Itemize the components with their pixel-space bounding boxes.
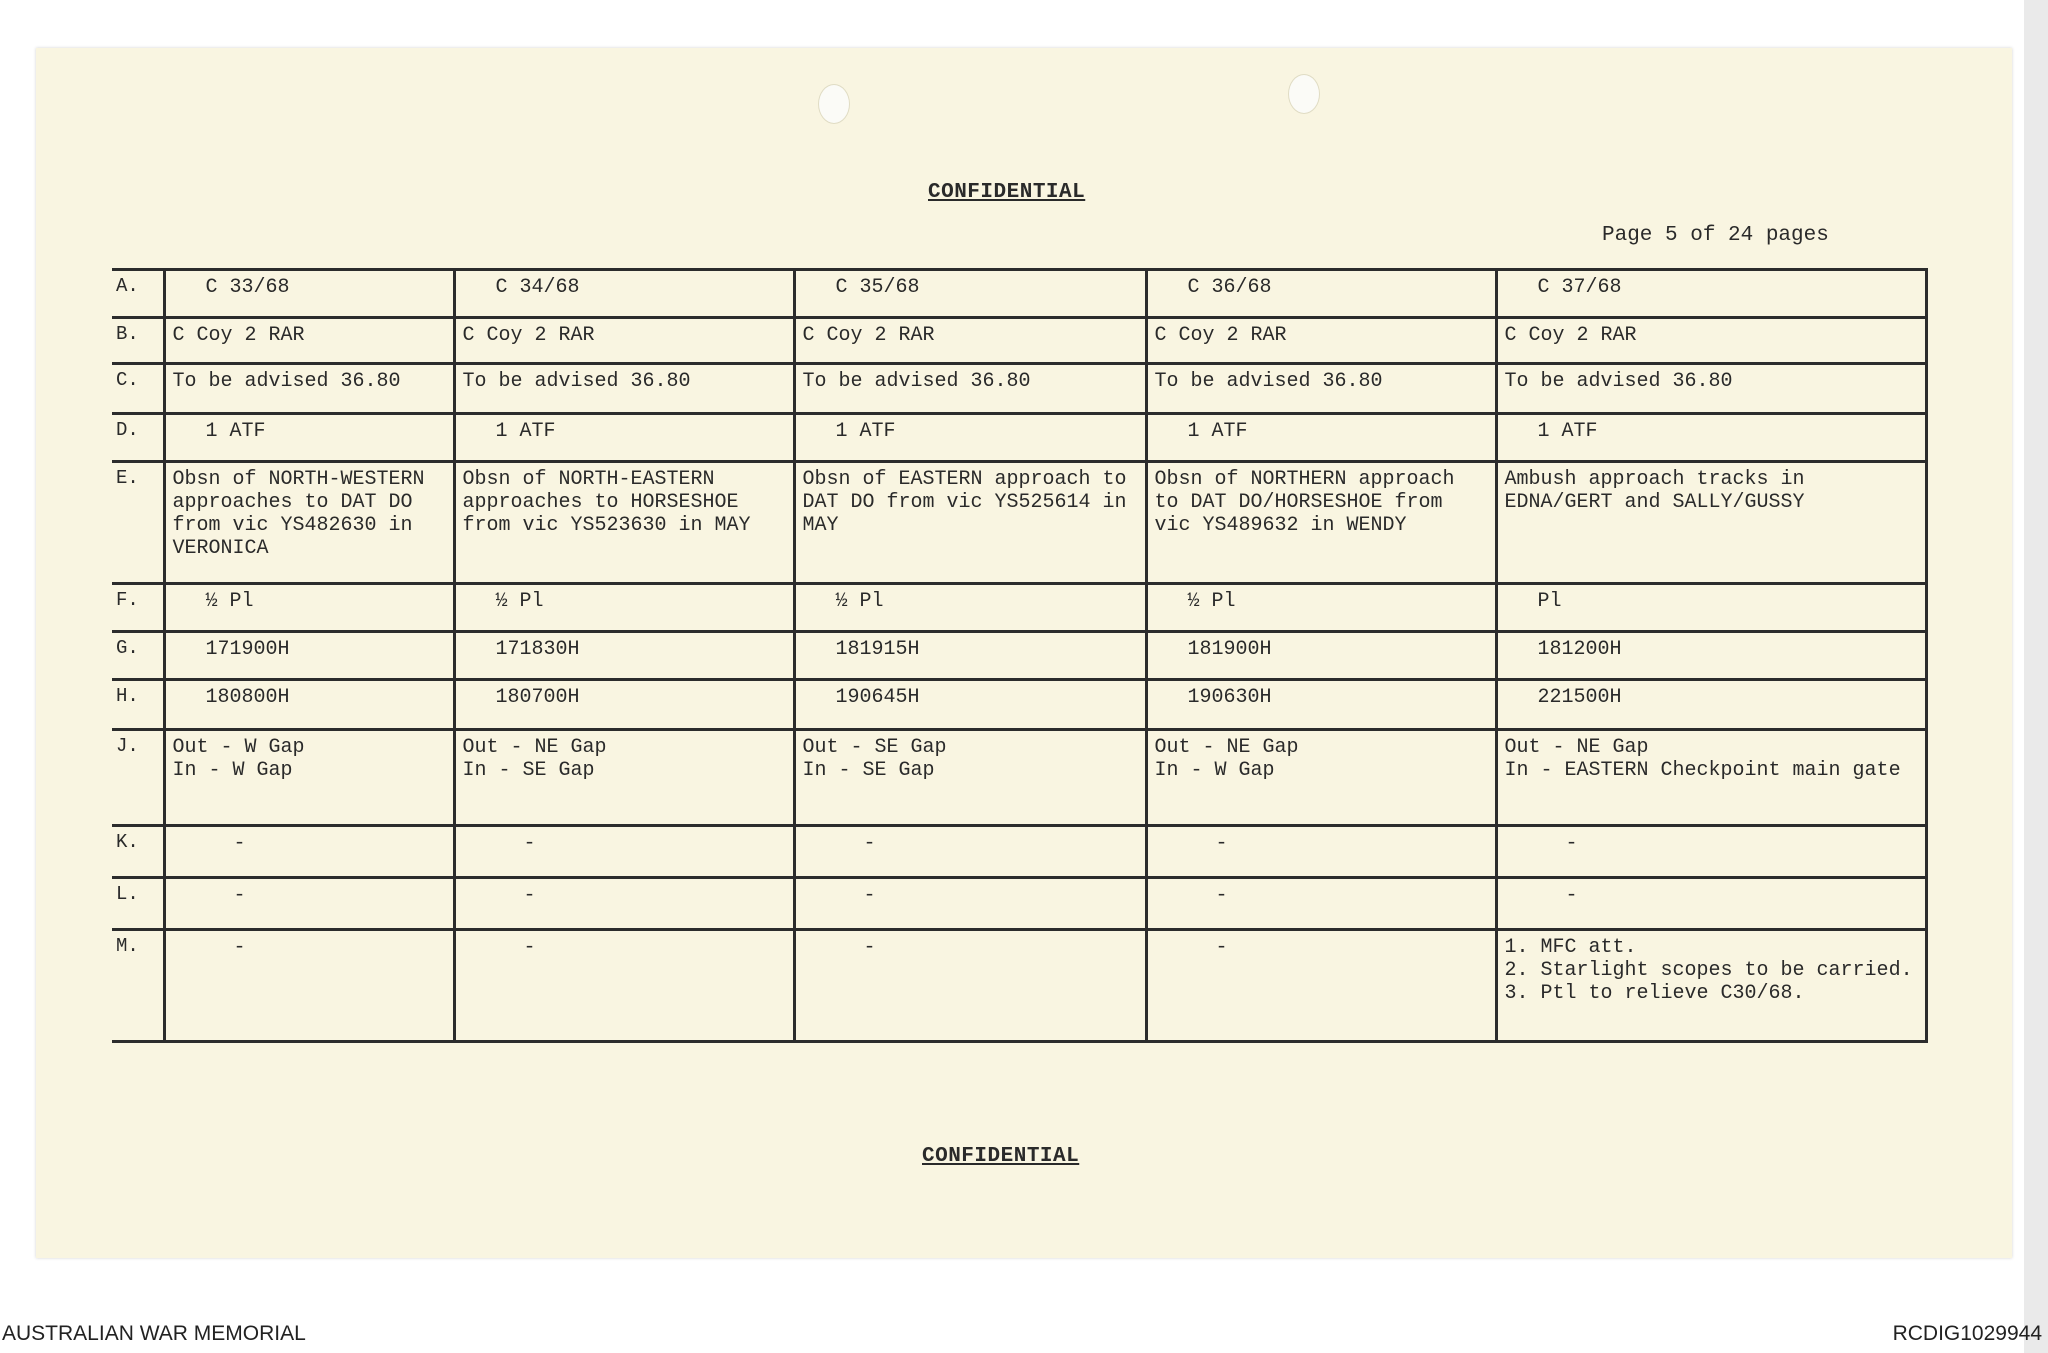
table-cell: 171900H xyxy=(164,632,454,680)
row-label: K. xyxy=(112,826,164,878)
table-cell: To be advised 36.80 xyxy=(1496,364,1926,414)
row-label: L. xyxy=(112,878,164,930)
table-cell: 1 ATF xyxy=(454,414,794,462)
table-cell: 181915H xyxy=(794,632,1146,680)
table-row xyxy=(112,584,1926,632)
row-label: H. xyxy=(112,680,164,730)
table-cell: - xyxy=(1146,878,1496,930)
table-row xyxy=(112,462,1926,584)
archive-identifier: RCDIG1029944 xyxy=(1892,1322,2042,1345)
table-cell: ½ Pl xyxy=(454,584,794,632)
document-page xyxy=(36,48,2012,1258)
table-cell: - xyxy=(1146,826,1496,878)
table-cell: 1 ATF xyxy=(794,414,1146,462)
table-cell: Out - NE Gap In - SE Gap xyxy=(454,730,794,826)
table-cell: ½ Pl xyxy=(794,584,1146,632)
table-cell: 1 ATF xyxy=(1496,414,1926,462)
table-cell: 171830H xyxy=(454,632,794,680)
classification-footer: CONFIDENTIAL xyxy=(922,1145,1080,1168)
table-cell: Obsn of NORTH-WESTERN approaches to DAT DO from vic YS482630 in VERONICA xyxy=(164,462,454,584)
table-cell: - xyxy=(1496,826,1926,878)
row-label: B. xyxy=(112,318,164,364)
table-cell: - xyxy=(454,826,794,878)
scan-edge xyxy=(2024,0,2048,1353)
table-row xyxy=(112,318,1926,364)
table-cell: - xyxy=(794,826,1146,878)
punch-hole xyxy=(818,84,850,124)
table-cell: - xyxy=(164,930,454,1042)
table-row xyxy=(112,878,1926,930)
table-cell: C Coy 2 RAR xyxy=(1496,318,1926,364)
table-cell: 181200H xyxy=(1496,632,1926,680)
table-cell: - xyxy=(794,930,1146,1042)
table-cell: Out - NE Gap In - W Gap xyxy=(1146,730,1496,826)
table-row xyxy=(112,680,1926,730)
table-cell: - xyxy=(454,878,794,930)
table-row xyxy=(112,632,1926,680)
table-cell: - xyxy=(164,878,454,930)
table-cell: 1 ATF xyxy=(1146,414,1496,462)
classification-header: CONFIDENTIAL xyxy=(928,181,1086,204)
table-cell: C Coy 2 RAR xyxy=(1146,318,1496,364)
page-indicator: Page 5 of 24 pages xyxy=(1602,224,1829,247)
table-cell: Out - NE Gap In - EASTERN Checkpoint main gate xyxy=(1496,730,1926,826)
table-cell: Out - W Gap In - W Gap xyxy=(164,730,454,826)
table-cell: C 35/68 xyxy=(794,270,1146,318)
table-cell: C Coy 2 RAR xyxy=(454,318,794,364)
table-cell: Pl xyxy=(1496,584,1926,632)
table-row xyxy=(112,414,1926,462)
row-label: E. xyxy=(112,462,164,584)
table-cell: 1 ATF xyxy=(164,414,454,462)
table-cell: Obsn of NORTHERN approach to DAT DO/HORSESHOE from vic YS489632 in WENDY xyxy=(1146,462,1496,584)
table-cell: C 36/68 xyxy=(1146,270,1496,318)
table-cell: Out - SE Gap In - SE Gap xyxy=(794,730,1146,826)
table-row xyxy=(112,826,1926,878)
table-cell: 180800H xyxy=(164,680,454,730)
table-cell: 1. MFC att. 2. Starlight scopes to be carried. 3. Ptl to relieve C30/68. xyxy=(1496,930,1926,1042)
table-cell: - xyxy=(164,826,454,878)
table-cell: Obsn of EASTERN approach to DAT DO from vic YS525614 in MAY xyxy=(794,462,1146,584)
table-row xyxy=(112,730,1926,826)
table-cell: Ambush approach tracks in EDNA/GERT and SALLY/GUSSY xyxy=(1496,462,1926,584)
table-cell: C Coy 2 RAR xyxy=(794,318,1146,364)
operations-table xyxy=(112,268,1928,1043)
table-cell: C 37/68 xyxy=(1496,270,1926,318)
table-cell: C 33/68 xyxy=(164,270,454,318)
table-cell: - xyxy=(794,878,1146,930)
table-cell: 180700H xyxy=(454,680,794,730)
punch-hole xyxy=(1288,74,1320,114)
table-cell: Obsn of NORTH-EASTERN approaches to HORSESHOE from vic YS523630 in MAY xyxy=(454,462,794,584)
table-cell: 190630H xyxy=(1146,680,1496,730)
row-label: D. xyxy=(112,414,164,462)
row-label: M. xyxy=(112,930,164,1042)
table-cell: To be advised 36.80 xyxy=(164,364,454,414)
table-cell: - xyxy=(1146,930,1496,1042)
table-cell: ½ Pl xyxy=(164,584,454,632)
table-cell: - xyxy=(454,930,794,1042)
row-label: C. xyxy=(112,364,164,414)
archive-credit: AUSTRALIAN WAR MEMORIAL xyxy=(2,1322,306,1345)
table-cell: - xyxy=(1496,878,1926,930)
table-cell: ½ Pl xyxy=(1146,584,1496,632)
table-cell: 190645H xyxy=(794,680,1146,730)
row-label: F. xyxy=(112,584,164,632)
table-cell: C 34/68 xyxy=(454,270,794,318)
table-cell: 181900H xyxy=(1146,632,1496,680)
table-cell: To be advised 36.80 xyxy=(794,364,1146,414)
table-row xyxy=(112,364,1926,414)
table-cell: To be advised 36.80 xyxy=(1146,364,1496,414)
table-cell: C Coy 2 RAR xyxy=(164,318,454,364)
row-label: G. xyxy=(112,632,164,680)
table-cell: To be advised 36.80 xyxy=(454,364,794,414)
row-label: A. xyxy=(112,270,164,318)
table-row xyxy=(112,930,1926,1042)
row-label: J. xyxy=(112,730,164,826)
table-cell: 221500H xyxy=(1496,680,1926,730)
table-row xyxy=(112,270,1926,318)
